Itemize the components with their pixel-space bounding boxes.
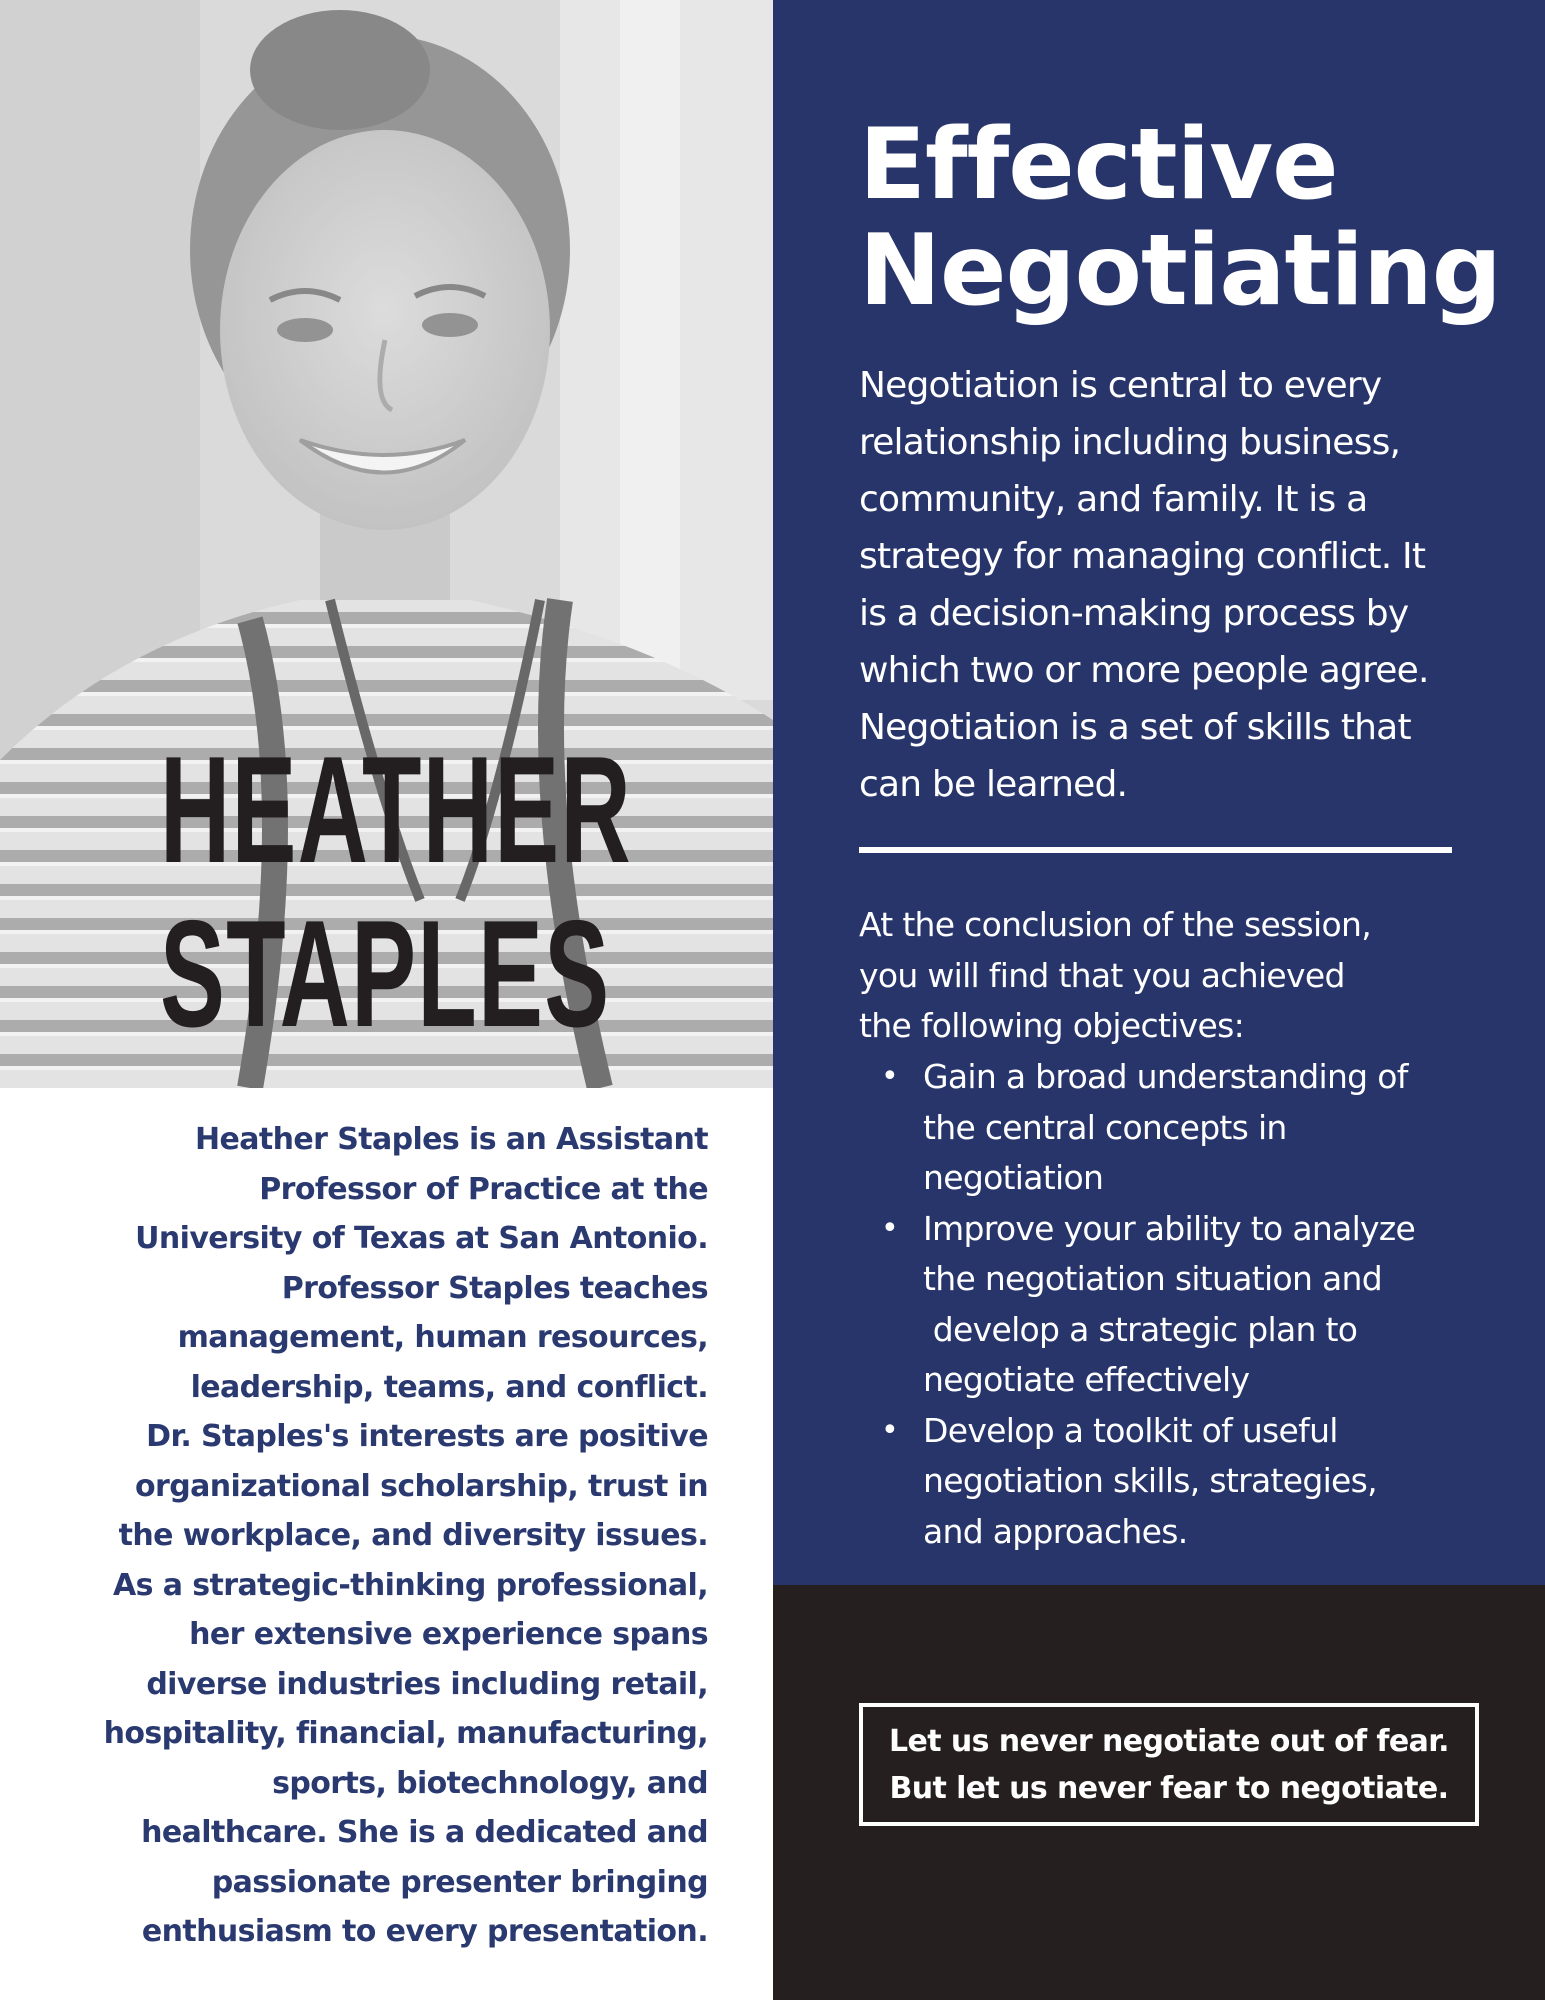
bullet-icon: • bbox=[881, 1210, 898, 1246]
speaker-name-last: STAPLES bbox=[160, 889, 611, 1059]
intro-line: which two or more people agree. bbox=[859, 650, 1429, 691]
bio-line: enthusiasm to every presentation. bbox=[141, 1914, 708, 1949]
bullet-icon: • bbox=[881, 1412, 898, 1448]
lead-line: you will find that you achieved bbox=[859, 955, 1345, 995]
objective-line: develop a strategic plan to bbox=[923, 1309, 1358, 1349]
objective-line: negotiate effectively bbox=[923, 1360, 1250, 1399]
lead-line: the following objectives: bbox=[859, 1006, 1244, 1045]
divider bbox=[859, 847, 1452, 853]
intro-line: strategy for managing conflict. It bbox=[859, 536, 1426, 577]
objective-line: Gain a broad understanding of bbox=[923, 1057, 1408, 1096]
objective-line: Improve your ability to analyze bbox=[923, 1208, 1416, 1248]
intro-line: community, and family. It is a bbox=[859, 479, 1368, 520]
speaker-bio bbox=[60, 1115, 708, 1957]
objective-line: the negotiation situation and bbox=[923, 1259, 1382, 1298]
list-item bbox=[859, 1052, 1519, 1204]
intro-line: Negotiation is a set of skills that bbox=[859, 707, 1411, 748]
bio-line: Professor Staples teaches bbox=[281, 1270, 708, 1306]
speaker-name bbox=[160, 725, 632, 1059]
quote-box bbox=[859, 1703, 1479, 1826]
objective-line: Develop a toolkit of useful bbox=[923, 1410, 1338, 1450]
session-panel bbox=[773, 0, 1545, 1585]
quote-section bbox=[773, 1585, 1545, 2000]
intro-paragraph bbox=[859, 357, 1519, 813]
bio-line: the workplace, and diversity issues. bbox=[118, 1518, 708, 1553]
objective-line: and approaches. bbox=[923, 1511, 1188, 1551]
title-line: Effective bbox=[859, 108, 1338, 222]
intro-line: Negotiation is central to every bbox=[859, 365, 1382, 406]
page-title bbox=[859, 108, 1501, 328]
speaker-photo bbox=[0, 0, 773, 1088]
list-item bbox=[859, 1204, 1519, 1406]
bio-line: organizational scholarship, trust in bbox=[135, 1468, 708, 1504]
title-line: Negotiating bbox=[859, 214, 1501, 328]
bio-line: her extensive experience spans bbox=[189, 1617, 708, 1652]
quote-line: Let us never negotiate out of fear. bbox=[889, 1723, 1449, 1759]
quote-line: But let us never fear to negotiate. bbox=[889, 1770, 1449, 1806]
bio-line: Heather Staples is an Assistant bbox=[195, 1122, 708, 1157]
bio-line: hospitality, financial, manufacturing, bbox=[103, 1716, 708, 1751]
bio-line: University of Texas at San Antonio. bbox=[135, 1221, 708, 1256]
objectives-lead bbox=[859, 900, 1519, 1052]
bio-line: management, human resources, bbox=[177, 1320, 708, 1355]
bio-line: Dr. Staples's interests are positive bbox=[146, 1419, 708, 1454]
objective-line: negotiation bbox=[923, 1158, 1104, 1197]
objective-line: the central concepts in bbox=[923, 1107, 1287, 1147]
bullet-icon: • bbox=[881, 1059, 898, 1094]
bio-line: healthcare. She is a dedicated and bbox=[141, 1815, 708, 1850]
lead-line: At the conclusion of the session, bbox=[859, 905, 1371, 944]
bio-line: Professor of Practice at the bbox=[259, 1171, 708, 1207]
objective-line: negotiation skills, strategies, bbox=[923, 1461, 1377, 1500]
speaker-name-first: HEATHER bbox=[160, 725, 632, 895]
intro-line: can be learned. bbox=[859, 764, 1128, 805]
bio-line: leadership, teams, and conflict. bbox=[190, 1369, 708, 1405]
bio-line: passionate presenter bringing bbox=[211, 1864, 708, 1900]
bio-line: diverse industries including retail, bbox=[146, 1666, 708, 1702]
bio-line: As a strategic-thinking professional, bbox=[113, 1567, 708, 1603]
bio-line: sports, biotechnology, and bbox=[272, 1765, 708, 1801]
objectives-list bbox=[859, 1052, 1519, 1557]
intro-line: is a decision-making process by bbox=[859, 593, 1409, 634]
list-item bbox=[859, 1406, 1519, 1558]
intro-line: relationship including business, bbox=[859, 422, 1401, 463]
